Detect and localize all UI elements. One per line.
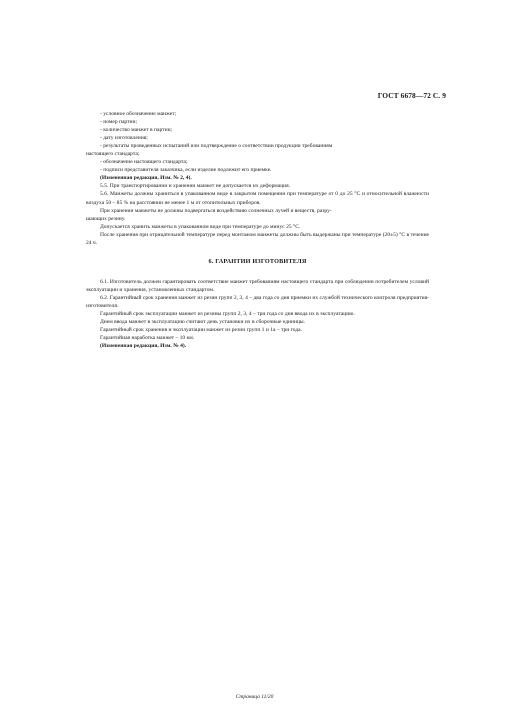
list-item: - условное обозначение манжет; — [100, 111, 177, 117]
paragraph-sun: При хранении манжеты не должны подвергаться воздействию солнечных лучей и веществ, разру- — [100, 207, 332, 214]
section-heading: 6. ГАРАНТИИ ИЗГОТОВИТЕЛЯ — [208, 257, 307, 265]
list-item: - дату изготовления; — [100, 135, 148, 142]
paragraph-package: Допускается хранить манжеты в упакованном виде при температуре до минус 25 °С. — [100, 223, 301, 230]
edition-note: (Измененная редакция, Изм. № 2, 4). — [100, 175, 192, 182]
paragraph-installation-day: Днем ввода манжет в эксплуатацию считают день установки их в сборочные единицы. — [100, 319, 306, 326]
list-item: - количество манжет в партии; — [100, 127, 173, 134]
page-header-code: ГОСТ 6678—72 С. 9 — [377, 91, 446, 100]
edition-note: (Измененная редакция, Изм. № 4). — [100, 343, 187, 350]
list-item-results: - результаты проведенных испытаний или подтверждение о соответствии продукции требованиям — [100, 143, 333, 150]
page-footer: Страница 11/20 — [235, 694, 274, 700]
paragraph-5-6: 5.6. Манжеты должны храниться в упакованном виде в закрытом помещении при температуре от 0 до 25 °С и относительной влажности воздуха 50 – 85 % на расстоянии не менее 1 м от отопительных приборов. — [86, 191, 429, 206]
paragraph-6-2: 6.2. Гарантийный срок хранения манжет из резин групп 2, 3, 4 – два года со дня приемки их службой технического контроля предприятия-изготовителя. — [86, 294, 429, 309]
paragraph-warranty-storage: Гарантийный срок хранения и эксплуатации манжет из резин групп 1 и 1а – три года. — [100, 327, 303, 334]
list-item-signatures: - подписи представителя заказчика, если изделие подлежит его приемке. — [100, 167, 272, 174]
list-item-standard: - обозначение настоящего стандарта; — [100, 159, 188, 166]
paragraph-negative-temp: После хранения при отрицательной температуре перед монтажом манжеты должны быть выдержаны при температуре (20±5) °С в течение 24 ч. — [86, 231, 429, 246]
paragraph-guaranteed-run: Гарантийная наработка манжет – 10 км. — [100, 335, 195, 342]
paragraph-6-1: 6.1. Изготовитель должен гарантировать соответствие манжет требованиям настоящего стандарта при соблюдении потребителем условий эксплуатации и хранения, установленных стандартом. — [86, 278, 429, 293]
paragraph-warranty-operation: Гарантийный срок эксплуатации манжет из резины групп 2, 3, 4 – три года со дня ввода их в эксплуатацию. — [100, 311, 355, 318]
paragraph-5-5: 5.5. При транспортировании и хранении манжет не допускается их деформация. — [100, 183, 291, 190]
paragraph-sun-continued: шающих резину. — [86, 215, 126, 222]
list-item-results-continued: настоящего стандарта; — [86, 151, 140, 158]
list-item: - номер партии; — [100, 119, 138, 126]
document-body — [86, 110, 429, 350]
